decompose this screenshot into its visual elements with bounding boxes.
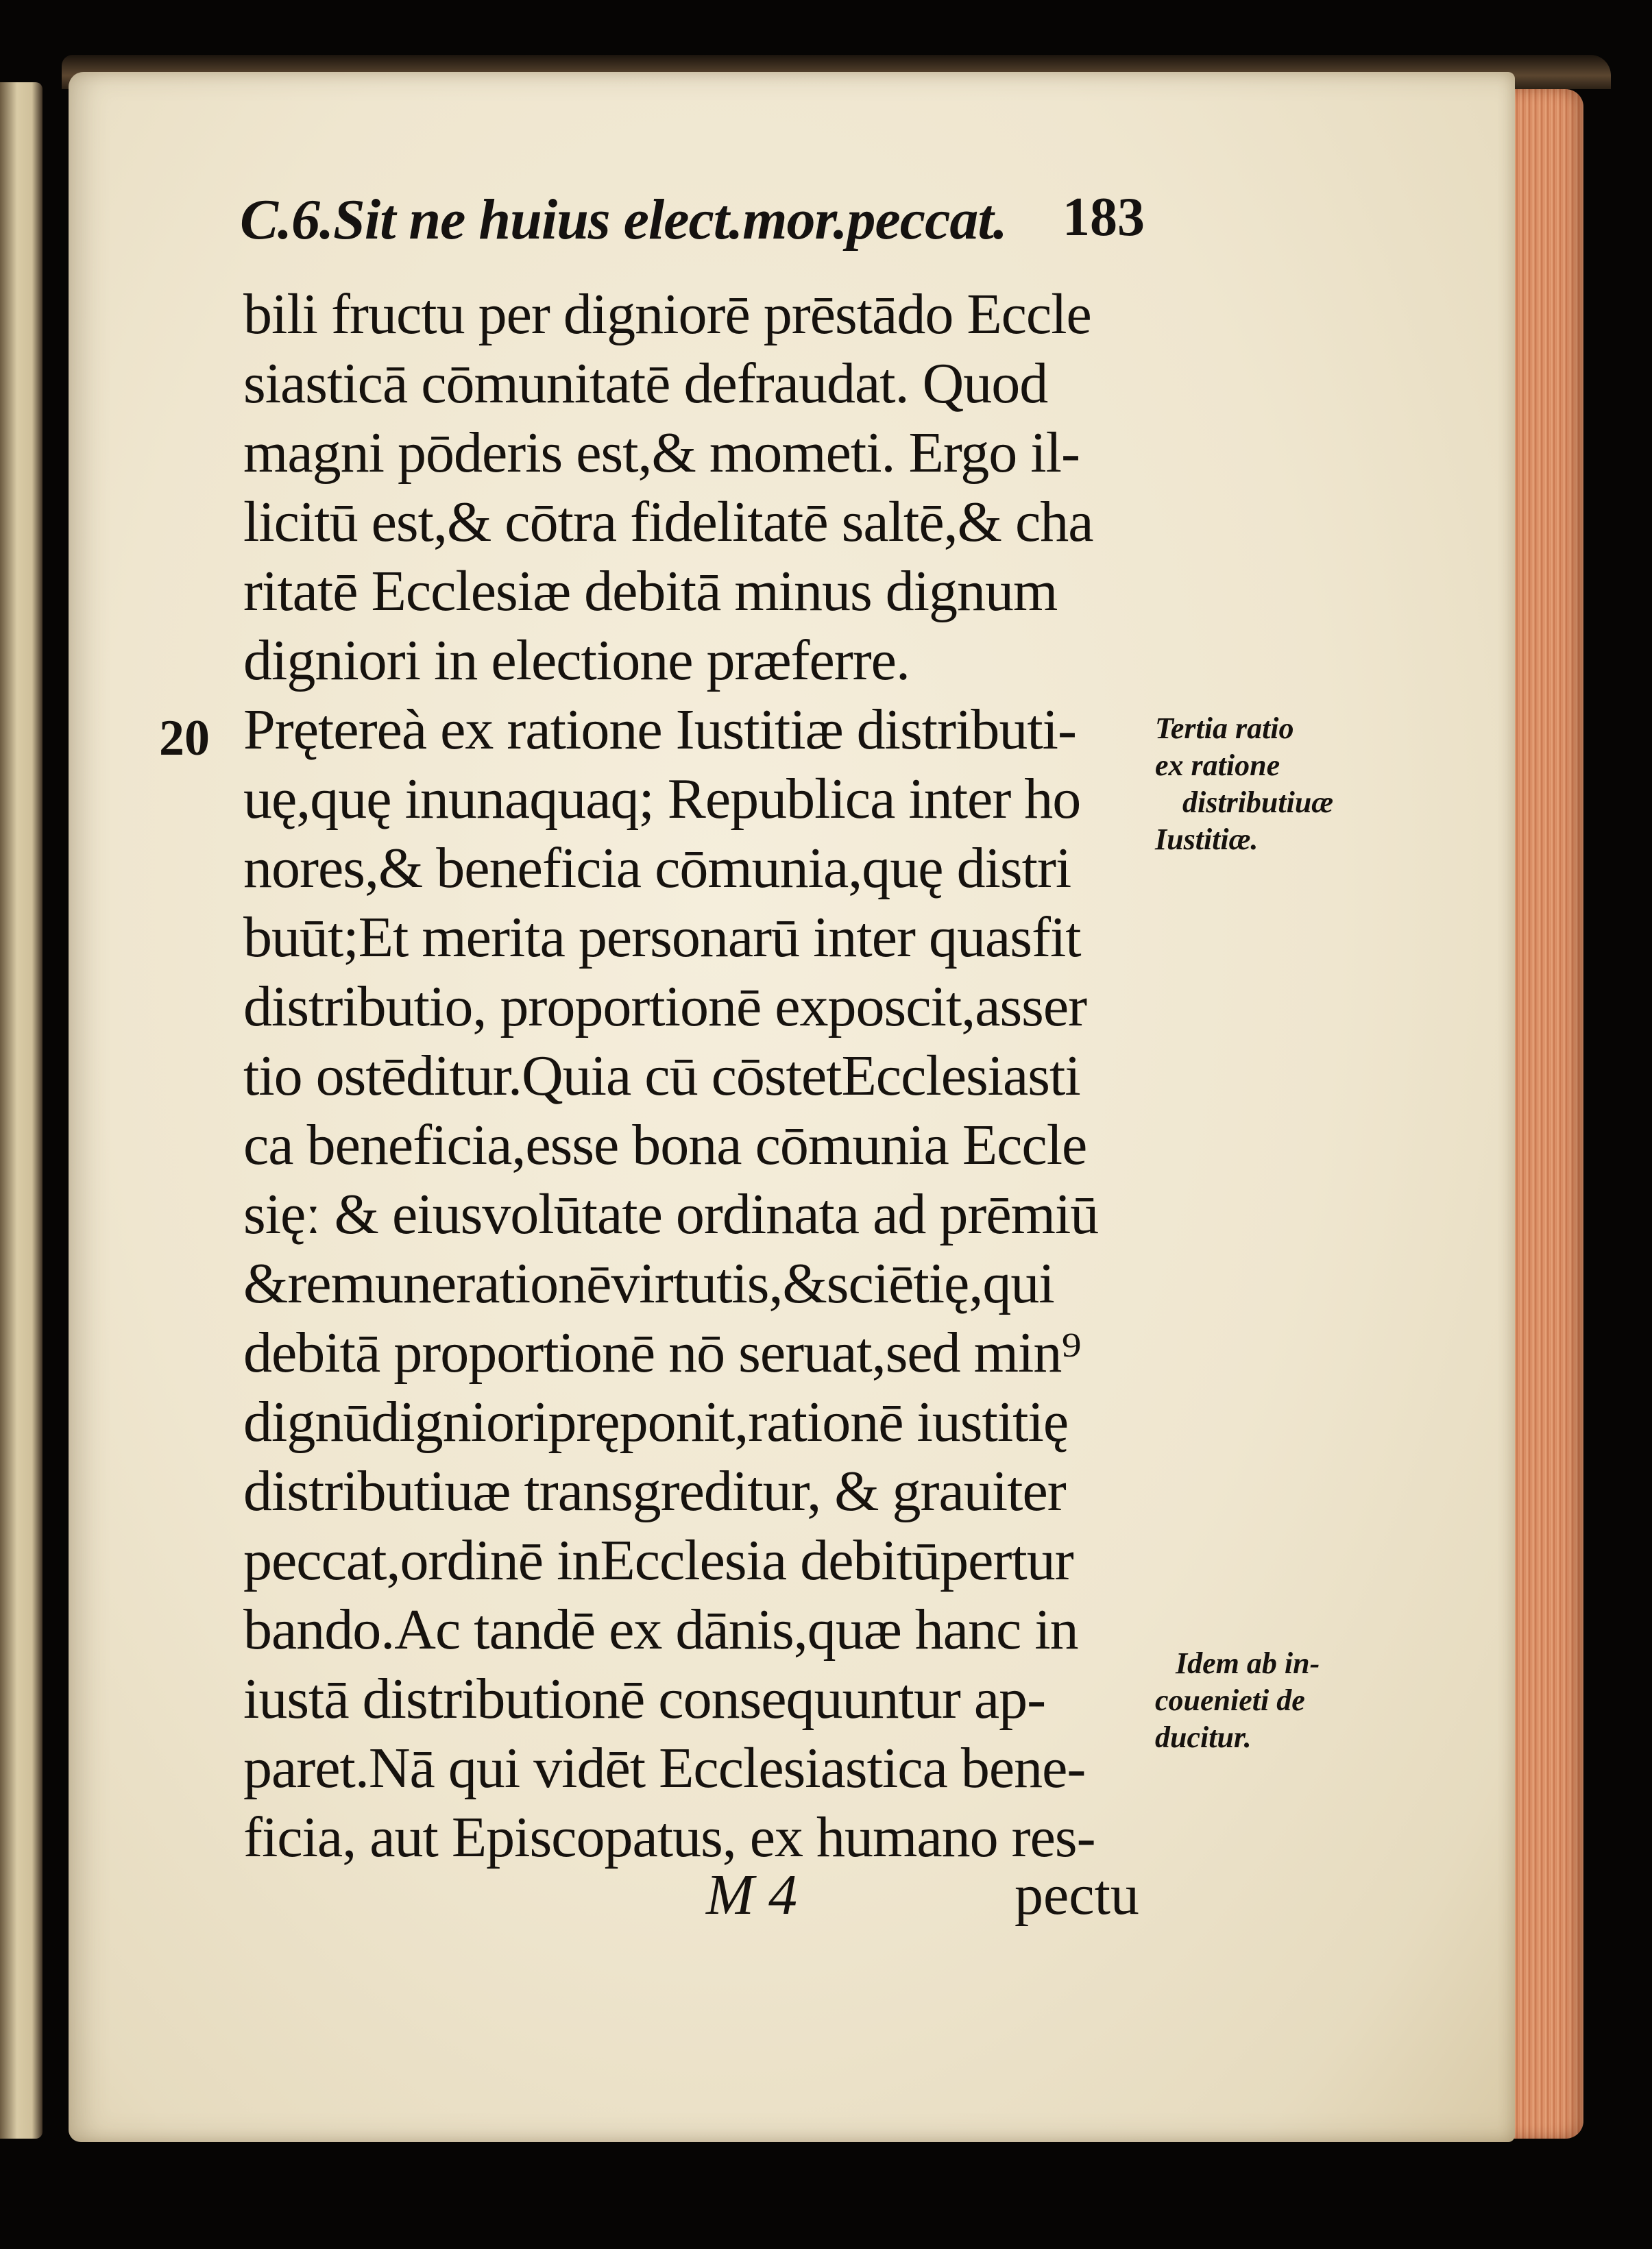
text-line: Prętereà ex ratione Iustitiæ distributi-	[243, 698, 1076, 762]
text-line: distributio, proportionē exposcit,asser	[243, 975, 1087, 1038]
running-title: C.6.Sit ne huius elect.mor.peccat.	[240, 188, 1007, 252]
page-header	[240, 186, 1145, 269]
margin-note-line: couenieti de	[1155, 1683, 1305, 1717]
margin-note-line: Iustitiæ.	[1155, 823, 1259, 856]
margin-note-line: Idem ab in-	[1176, 1646, 1320, 1680]
text-line: distributiuæ transgreditur, & grauiter	[243, 1459, 1066, 1523]
text-line: siasticā cōmunitatē defraudat. Quod	[243, 352, 1048, 415]
text-line: licitū est,& cōtra fidelitatē saltē,& cha	[243, 490, 1093, 554]
line-number: 20	[159, 710, 210, 766]
margin-note-line: ex ratione	[1155, 749, 1280, 782]
text-line: tio ostēditur.Quia cū cōstetEcclesiasti	[243, 1044, 1080, 1108]
text-line: ca beneficia,esse bona cōmunia Eccle	[243, 1113, 1087, 1177]
previous-page-edge	[0, 82, 42, 2139]
text-line: iustā distributionē consequuntur ap-	[243, 1667, 1046, 1731]
body-text	[243, 280, 1148, 1872]
margin-note-line: distributiuæ	[1182, 786, 1334, 819]
margin-note-tertia-ratio	[1155, 710, 1381, 858]
text-line: debitā proportionē nō seruat,sed min⁹	[243, 1321, 1081, 1385]
text-line: &remunerationēvirtutis,&sciētię,qui	[243, 1252, 1054, 1315]
text-line: bando.Ac tandē ex dānis,quæ hanc in	[243, 1598, 1078, 1662]
text-line: uę,quę inunaquaq; Republica inter ho	[243, 767, 1081, 831]
text-line: peccat,ordinē inEcclesia debitūpertur	[243, 1529, 1073, 1592]
text-line: magni pōderis est,& mometi. Ergo il-	[243, 421, 1080, 485]
text-line: paret.Nā qui vidēt Ecclesiastica bene-	[243, 1736, 1086, 1800]
text-line: nores,& beneficia cōmunia,quę distri	[243, 836, 1071, 900]
text-line: dignūdigniorіprępοnit,rationē iustitię	[243, 1390, 1069, 1454]
signature-mark: M 4	[706, 1863, 797, 1927]
text-line: buūt;Et merita personarū inter quasfit	[243, 905, 1081, 969]
margin-note-line: ducitur.	[1155, 1721, 1252, 1754]
text-line: bili fructu per digniorē prēstādo Eccle	[243, 282, 1091, 346]
catchword: pectu	[1015, 1863, 1139, 1927]
text-line: sięː & eiusvolūtate ordinata ad prēmiū	[243, 1182, 1099, 1246]
margin-note-line: Tertia ratio	[1155, 712, 1294, 745]
text-line: ritatē Ecclesiæ debitā minus dignum	[243, 559, 1058, 623]
page-number: 183	[1062, 187, 1145, 247]
text-line: digniori in electione præferre.	[243, 629, 910, 692]
margin-note-idem	[1155, 1645, 1381, 1756]
text-line: ficia, aut Episcopatus, ex humano res-	[243, 1806, 1095, 1869]
